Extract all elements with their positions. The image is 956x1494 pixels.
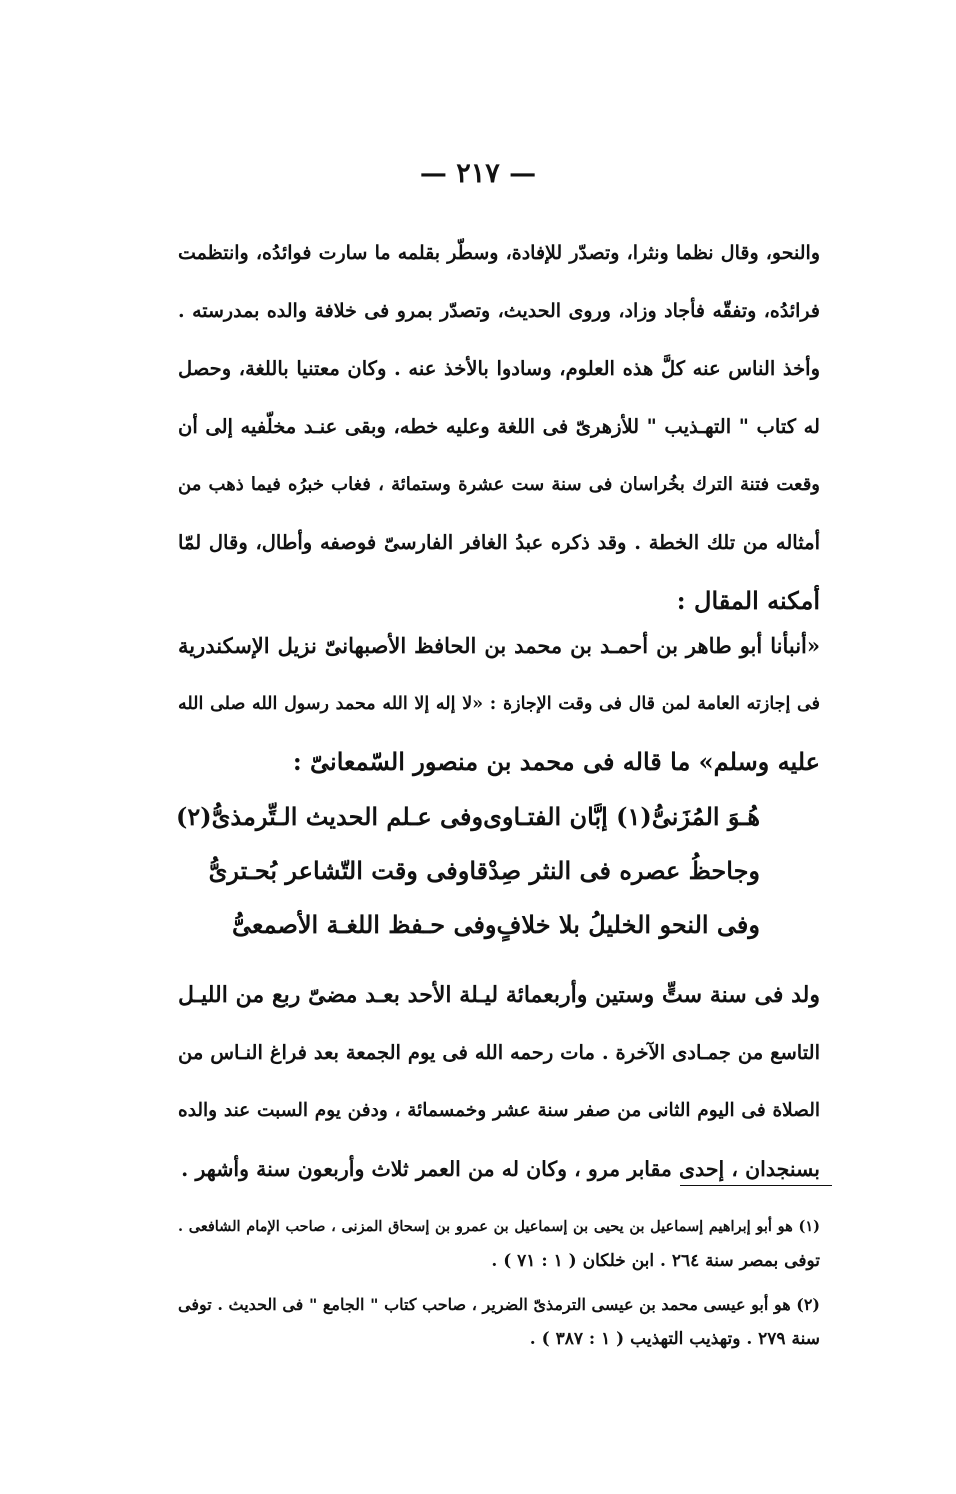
footnote-line: (٢) هو أبو عيسى محمد بن عيسى الترمذىّ الضرير ، صاحب كتاب " الجامع " فى الحديث . توفى [178,1295,820,1314]
footnote-1 [178,1210,820,1278]
footnote-separator [680,1185,832,1186]
verse-second-hemistich: وفى حـفظ اللغـة الأصمعىُّ [232,910,497,939]
text-line: «أنبأنا أبو طاهر بن أحمـد بن محمد بن الحافظ الأصبهانىّ نزيل الإسكندرية [178,633,820,658]
poem-verse [176,790,760,844]
poem-verse [232,898,760,952]
text-line: فرائدُه، وتفقّه فأجاد وزاد، وروى الحديث، وتصدّر بمرو فى خلافة والده بمدرسته . [178,300,820,322]
page-number: — ٢١٧ — [419,158,537,189]
verse-first-hemistich: هُـوَ المُزَنىُّ(١) إبَّان الفتـاوى [483,802,760,831]
text-line: فى إجازته العامة لمن قال فى وقت الإجازة : «لا إله إلا الله محمد رسول الله صلى الله [178,694,820,714]
verse-first-hemistich: وفى النحو الخليلُ بلا خلافٍ [496,910,760,939]
paragraph-biography [178,224,820,630]
text-line: والنحو، وقال نظما ونثرا، وتصدّر للإفادة، وسطّر بقلمه ما سارت فوائدُه، وانتظمت [178,242,820,264]
text-line: التاسع من جمـادى الآخرة . مات رحمه الله فى يوم الجمعة بعد فراغ النـاس من [178,1041,820,1064]
footnote-2 [178,1288,820,1356]
verse-second-hemistich: وفى عـلم الحديث الـتِّرمذىُّ(٢) [176,802,484,831]
poem [176,790,760,952]
verse-first-hemistich: وجاحظُ عصره فى النثر صِدْقا [469,856,760,885]
text-line: أمثاله من تلك الخطة . وقد ذكره عبدُ الغافر الفارسىّ فوصفه وأطال، وقال لمّا [178,531,820,554]
text-line: عليه وسلم» ما قاله فى محمد بن منصور السّمعانىّ : [292,747,820,776]
footnote-line: سنة ٢٧٩ . وتهذيب التهذيب ( ١ : ٣٨٧ ) . [529,1329,820,1349]
text-line: وأخذ الناس عنه كلَّ هذه العلوم، وسادوا بالأخذ عنه . وكان معتنيا باللغة، وحصل [178,357,820,380]
footnote-line: توفى بمصر سنة ٢٦٤ . ابن خلكان ( ١ : ٧١ ) . [491,1251,820,1271]
text-line: أمكنه المقال : [676,586,820,615]
text-line: ولد فى سنة ستٍّ وستين وأربعمائة ليـلة الأحد بعـد مضىّ ربع من الليـل [178,982,820,1008]
text-line: بسنجدان ، إحدى مقابر مرو ، وكان له من العمر ثلاث وأربعون سنة وأشهر . [181,1157,820,1181]
footnote-line: (١) هو أبو إبراهيم إسماعيل بن يحيى بن إسماعيل بن عمرو بن إسحاق المزنى ، صاحب الإمام الشافعى . [178,1218,820,1235]
poem-verse [208,844,760,898]
text-line: له كتاب " التهـذيب " للأزهرىّ فى اللغة وعليه خطه، وبقى عنـد مخلّفيه إلى أن [178,415,820,438]
paragraph-birth-death [178,966,820,1198]
paragraph-isnad [178,617,820,791]
text-line: الصلاة فى اليوم الثانى من صفر سنة عشر وخمسمائة ، ودفن يوم السبت عند والده [178,1100,820,1121]
text-line: وقعت فتنة الترك بخُراسان فى سنة ست عشرة وستمائة ، فغاب خبرُه فيما ذهب من [178,474,820,495]
verse-second-hemistich: وفى وقت التّشاعر بُحـترىُّ [208,856,470,885]
